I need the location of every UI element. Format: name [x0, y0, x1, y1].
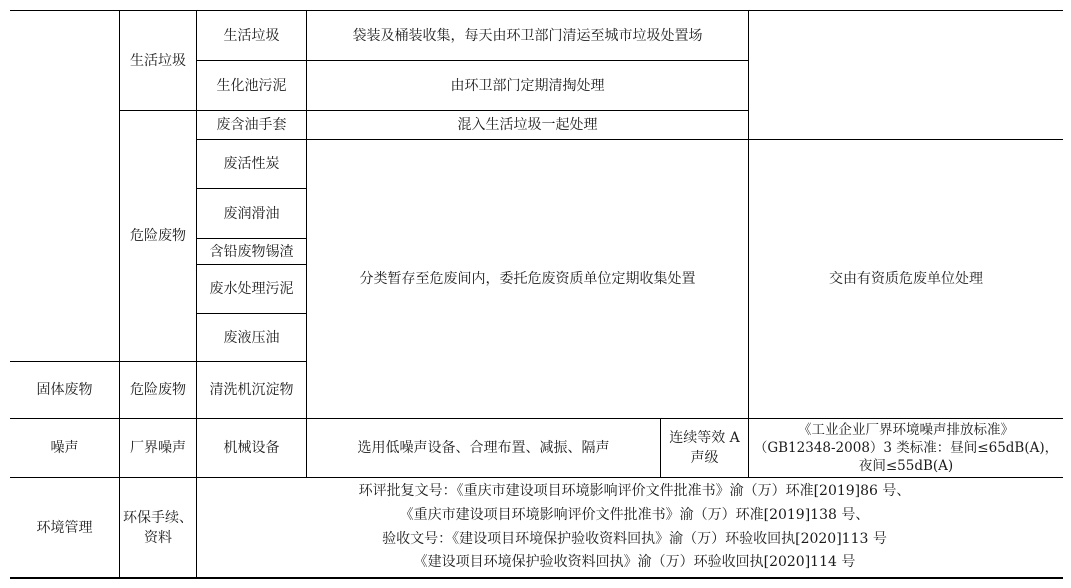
item-lead-tin-slag: 含铅废物锡渣 — [209, 243, 294, 260]
rule-bottom — [10, 577, 1063, 579]
noise-metric — [661, 419, 748, 477]
noise-standard-line: （GB12348-2008）3 类标准：昼间≤65dB(A)， — [753, 440, 1059, 456]
procedures-line: 环评批复文号：《重庆市建设项目环境影响评价文件批准书》渝（万）环准[2019]86 号、 — [358, 483, 911, 499]
noise-standard — [749, 419, 1063, 477]
noise-metric-line: 连续等效 A — [669, 430, 740, 446]
measure-noise: 选用低噪声设备、合理布置、减振、隔声 — [357, 440, 610, 456]
item-lube-oil: 废润滑油 — [223, 205, 280, 222]
subcategory-hazardous-waste: 危险废物 — [130, 228, 186, 244]
subcategory-env-procedures-line: 资料 — [144, 529, 172, 546]
measure-hazardous: 分类暂存至危废间内，委托危废资质单位定期收集处置 — [359, 271, 696, 287]
item-machinery: 机械设备 — [223, 440, 280, 456]
subcategory-hazardous-waste: 危险废物 — [130, 382, 186, 398]
category-solid-waste: 固体废物 — [36, 382, 93, 398]
noise-metric-line: 声级 — [690, 450, 719, 466]
procedures-line: 验收文号：《建设项目环境保护验收资料回执》渝（万）环验收回执[2020]113 号 — [382, 531, 887, 547]
item-septic-sludge: 生化池污泥 — [216, 77, 287, 94]
subcategory-env-procedures — [120, 478, 196, 577]
measure-sludge: 由环卫部门定期清掏处理 — [450, 77, 605, 94]
item-hydraulic-oil: 废液压油 — [223, 329, 280, 346]
subcategory-domestic-waste: 生活垃圾 — [130, 52, 186, 69]
noise-standard-line: 夜间≤55dB(A) — [858, 458, 954, 474]
procedures-line: 《重庆市建设项目环境影响评价文件批准书》渝（万）环准[2019]138 号、 — [399, 507, 870, 523]
item-wastewater-sludge: 废水处理污泥 — [209, 281, 294, 297]
measure-garbage: 袋装及桶装收集，每天由环卫部门清运至城市垃圾处置场 — [352, 27, 703, 44]
subcategory-boundary-noise: 厂界噪声 — [130, 440, 186, 456]
item-garbage: 生活垃圾 — [223, 27, 280, 44]
category-noise: 噪声 — [50, 440, 79, 456]
procedures-line: 《建设项目环境保护验收资料回执》渝（万）环验收回执[2020]114 号 — [413, 554, 856, 570]
item-oily-gloves: 废含油手套 — [216, 117, 287, 133]
measure-gloves: 混入生活垃圾一起处理 — [457, 117, 598, 133]
disposal-hazardous: 交由有资质危废单位处理 — [829, 271, 983, 287]
noise-standard-line: 《工业企业厂界环境噪声排放标准》 — [798, 422, 1014, 438]
item-activated-carbon: 废活性炭 — [223, 156, 280, 172]
item-washer-sediment: 清洗机沉淀物 — [209, 382, 294, 398]
subcategory-env-procedures-line: 环保手续、 — [123, 509, 193, 526]
category-env-management: 环境管理 — [36, 519, 93, 536]
